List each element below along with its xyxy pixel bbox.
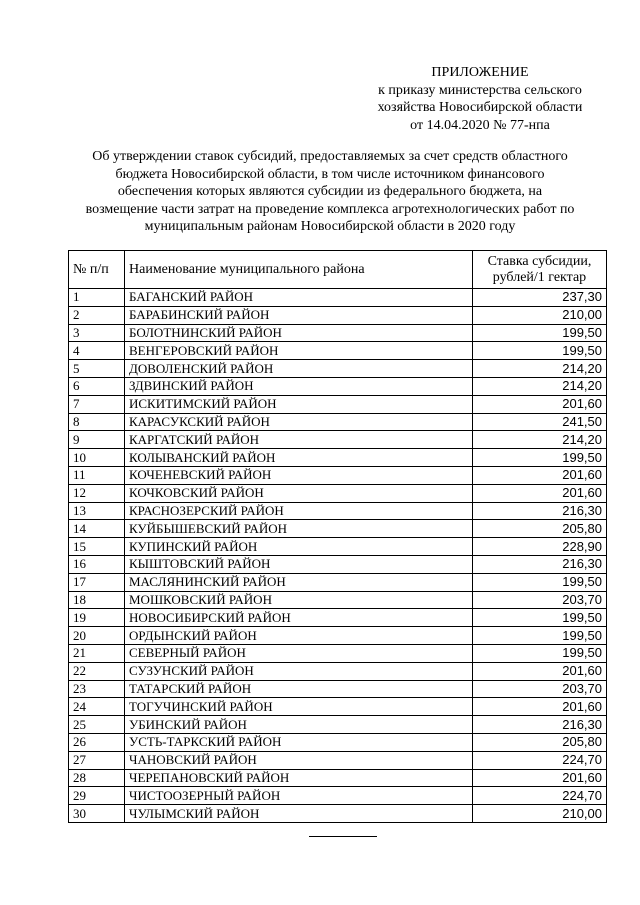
district-name: УСТЬ-ТАРКСКИЙ РАЙОН — [125, 733, 473, 751]
row-number: 11 — [69, 466, 125, 484]
district-name: ЧИСТООЗЕРНЫЙ РАЙОН — [125, 787, 473, 805]
subsidy-rate: 216,30 — [473, 502, 607, 520]
district-name: ЧУЛЫМСКИЙ РАЙОН — [125, 805, 473, 823]
table-row — [69, 716, 607, 734]
table-row — [69, 787, 607, 805]
subsidy-rate: 199,50 — [473, 342, 607, 360]
subsidy-rate: 201,60 — [473, 769, 607, 787]
row-number: 7 — [69, 395, 125, 413]
subsidy-rate: 214,20 — [473, 360, 607, 378]
district-name: МАСЛЯНИНСКИЙ РАЙОН — [125, 573, 473, 591]
table-row — [69, 805, 607, 823]
district-name: КОЛЫВАНСКИЙ РАЙОН — [125, 449, 473, 467]
table-row — [69, 662, 607, 680]
district-name: БОЛОТНИНСКИЙ РАЙОН — [125, 324, 473, 342]
subsidy-rate: 201,60 — [473, 698, 607, 716]
subsidy-rate: 199,50 — [473, 573, 607, 591]
row-number: 27 — [69, 751, 125, 769]
table-row — [69, 520, 607, 538]
table-row — [69, 395, 607, 413]
subsidy-rate: 199,50 — [473, 644, 607, 662]
subsidy-rate: 201,60 — [473, 662, 607, 680]
district-name: СЕВЕРНЫЙ РАЙОН — [125, 644, 473, 662]
table-row — [69, 609, 607, 627]
table-row — [69, 769, 607, 787]
row-number: 13 — [69, 502, 125, 520]
row-number: 8 — [69, 413, 125, 431]
row-number: 1 — [69, 289, 125, 307]
row-number: 4 — [69, 342, 125, 360]
district-name: ЗДВИНСКИЙ РАЙОН — [125, 377, 473, 395]
header-district-name: Наименование муниципального района — [125, 251, 473, 289]
subsidy-rate: 199,50 — [473, 627, 607, 645]
header-rate — [473, 251, 607, 289]
district-name: КАРАСУКСКИЙ РАЙОН — [125, 413, 473, 431]
table-row — [69, 324, 607, 342]
subsidy-rate: 224,70 — [473, 751, 607, 769]
table-row — [69, 377, 607, 395]
subsidy-rate: 210,00 — [473, 805, 607, 823]
subsidy-rate: 205,80 — [473, 520, 607, 538]
district-name: КЫШТОВСКИЙ РАЙОН — [125, 555, 473, 573]
table-header-row — [69, 251, 607, 289]
district-name: КОЧКОВСКИЙ РАЙОН — [125, 484, 473, 502]
district-name: ОРДЫНСКИЙ РАЙОН — [125, 627, 473, 645]
appendix-ministry-line: хозяйства Новосибирской области — [377, 100, 583, 115]
row-number: 10 — [69, 449, 125, 467]
header-rate-line2: рублей/1 гектар — [492, 269, 587, 285]
subsidy-rate: 210,00 — [473, 306, 607, 324]
row-number: 28 — [69, 769, 125, 787]
row-number: 18 — [69, 591, 125, 609]
row-number: 14 — [69, 520, 125, 538]
district-name: НОВОСИБИРСКИЙ РАЙОН — [125, 609, 473, 627]
district-name: КОЧЕНЕВСКИЙ РАЙОН — [125, 466, 473, 484]
subsidy-rate: 216,30 — [473, 555, 607, 573]
row-number: 19 — [69, 609, 125, 627]
table-row — [69, 502, 607, 520]
table-row — [69, 555, 607, 573]
table-row — [69, 360, 607, 378]
district-name: УБИНСКИЙ РАЙОН — [125, 716, 473, 734]
subsidy-rate: 199,50 — [473, 609, 607, 627]
district-name: КРАСНОЗЕРСКИЙ РАЙОН — [125, 502, 473, 520]
district-name: ЧАНОВСКИЙ РАЙОН — [125, 751, 473, 769]
district-name: ТОГУЧИНСКИЙ РАЙОН — [125, 698, 473, 716]
district-name: СУЗУНСКИЙ РАЙОН — [125, 662, 473, 680]
table-row — [69, 289, 607, 307]
district-name: БАГАНСКИЙ РАЙОН — [125, 289, 473, 307]
row-number: 17 — [69, 573, 125, 591]
appendix-header — [330, 64, 630, 134]
row-number: 5 — [69, 360, 125, 378]
table-row — [69, 484, 607, 502]
row-number: 15 — [69, 538, 125, 556]
appendix-title: ПРИЛОЖЕНИЕ — [431, 65, 529, 80]
subsidy-rate: 224,70 — [473, 787, 607, 805]
subsidy-rate: 237,30 — [473, 289, 607, 307]
header-rate-line1: Ставка субсидии, — [487, 253, 592, 269]
row-number: 22 — [69, 662, 125, 680]
row-number: 20 — [69, 627, 125, 645]
row-number: 24 — [69, 698, 125, 716]
district-name: ЧЕРЕПАНОВСКИЙ РАЙОН — [125, 769, 473, 787]
district-name: ВЕНГЕРОВСКИЙ РАЙОН — [125, 342, 473, 360]
table-row — [69, 698, 607, 716]
table-row — [69, 342, 607, 360]
row-number: 12 — [69, 484, 125, 502]
subsidy-rate: 201,60 — [473, 466, 607, 484]
subsidy-rate: 216,30 — [473, 716, 607, 734]
subsidy-rate: 203,70 — [473, 680, 607, 698]
title-line: муниципальным районам Новосибирской области в 2020 году — [144, 219, 516, 235]
table-row — [69, 627, 607, 645]
table-row — [69, 573, 607, 591]
title-line: Об утверждении ставок субсидий, предоставляемых за счет средств областного — [92, 149, 568, 164]
subsidy-rate: 203,70 — [473, 591, 607, 609]
district-name: МОШКОВСКИЙ РАЙОН — [125, 591, 473, 609]
row-number: 26 — [69, 733, 125, 751]
district-name: БАРАБИНСКИЙ РАЙОН — [125, 306, 473, 324]
table-body — [69, 289, 607, 823]
table-row — [69, 306, 607, 324]
row-number: 23 — [69, 680, 125, 698]
district-name: ТАТАРСКИЙ РАЙОН — [125, 680, 473, 698]
subsidy-rate: 214,20 — [473, 377, 607, 395]
table-row — [69, 680, 607, 698]
row-number: 16 — [69, 555, 125, 573]
district-name: ИСКИТИМСКИЙ РАЙОН — [125, 395, 473, 413]
header-number: № п/п — [69, 251, 125, 289]
title-line: обеспечения которых являются субсидии из федерального бюджета, на — [117, 184, 543, 200]
subsidy-rate: 241,50 — [473, 413, 607, 431]
title-line: возмещение части затрат на проведение комплекса агротехнологических работ по — [85, 201, 575, 217]
subsidy-rate: 228,90 — [473, 538, 607, 556]
document-title — [60, 148, 600, 236]
subsidy-rate: 199,50 — [473, 449, 607, 467]
row-number: 9 — [69, 431, 125, 449]
subsidy-rate: 199,50 — [473, 324, 607, 342]
table-row — [69, 538, 607, 556]
subsidy-rates-table — [68, 250, 607, 823]
table-row — [69, 751, 607, 769]
end-divider — [309, 836, 377, 837]
district-name: ДОВОЛЕНСКИЙ РАЙОН — [125, 360, 473, 378]
district-name: КУПИНСКИЙ РАЙОН — [125, 538, 473, 556]
subsidy-rate: 214,20 — [473, 431, 607, 449]
title-line: бюджета Новосибирской области, в том числе источником финансового — [115, 166, 545, 182]
table-row — [69, 449, 607, 467]
row-number: 21 — [69, 644, 125, 662]
subsidy-rate: 201,60 — [473, 484, 607, 502]
row-number: 29 — [69, 787, 125, 805]
subsidy-rate: 205,80 — [473, 733, 607, 751]
table-row — [69, 733, 607, 751]
district-name: КУЙБЫШЕВСКИЙ РАЙОН — [125, 520, 473, 538]
row-number: 30 — [69, 805, 125, 823]
subsidy-rate: 201,60 — [473, 395, 607, 413]
row-number: 6 — [69, 377, 125, 395]
appendix-order-line: к приказу министерства сельского — [378, 82, 582, 98]
table-row — [69, 466, 607, 484]
row-number: 3 — [69, 324, 125, 342]
table-row — [69, 591, 607, 609]
appendix-date-number: от 14.04.2020 № 77-нпа — [410, 117, 550, 133]
table-row — [69, 413, 607, 431]
table-row — [69, 644, 607, 662]
row-number: 25 — [69, 716, 125, 734]
row-number: 2 — [69, 306, 125, 324]
table-row — [69, 431, 607, 449]
district-name: КАРГАТСКИЙ РАЙОН — [125, 431, 473, 449]
